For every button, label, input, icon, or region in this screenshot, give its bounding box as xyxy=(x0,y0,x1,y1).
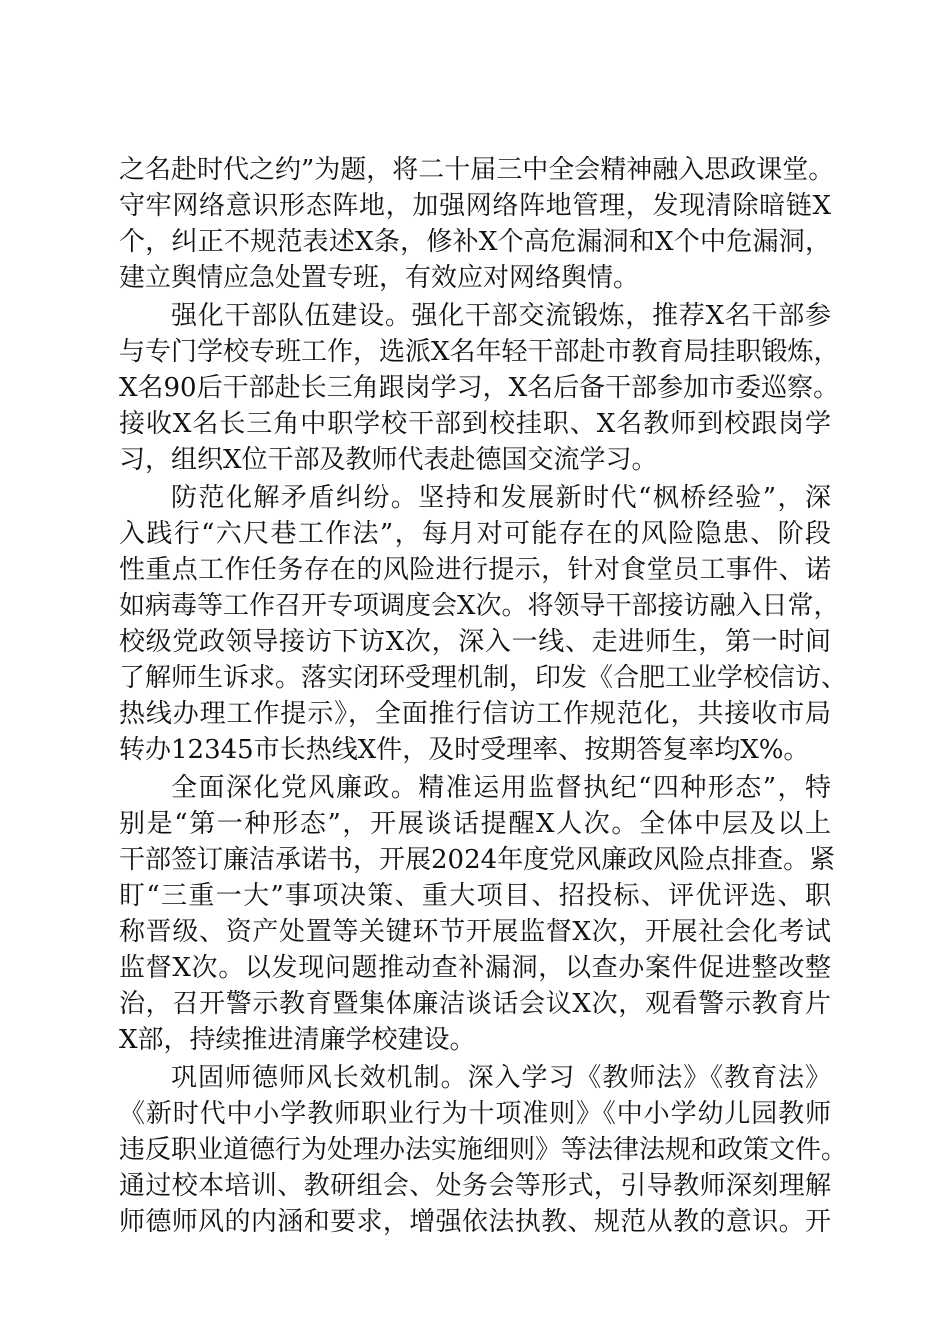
paragraph-heading-line: 全面深化党风廉政。精准运用监督执纪“四种形态”，特 xyxy=(171,773,831,803)
text-line: 称晋级、资产处置等关键环节开展监督X次，开展社会化考试 xyxy=(119,917,831,947)
text-line: 通过校本培训、教研组会、处务会等形式，引导教师深刻理解 xyxy=(119,1171,831,1201)
text-line: 监督X次。以发现问题推动查补漏洞，以查办案件促进整改整 xyxy=(119,953,831,983)
paragraph-heading-line: 防范化解矛盾纠纷。坚持和发展新时代“枫桥经验”，深 xyxy=(171,483,831,513)
text-line: 转办12345市长热线X件，及时受理率、按期答复率均X%。 xyxy=(119,735,810,765)
text-line: 之名赴时代之约”为题，将二十届三中全会精神融入思政课堂。 xyxy=(119,155,835,185)
paragraph-heading-line: 强化干部队伍建设。强化干部交流锻炼，推荐X名干部参 xyxy=(171,301,831,331)
text-line: 违反职业道德行为处理办法实施细则》等法律法规和政策文件。 xyxy=(119,1135,848,1165)
text-line: 师德师风的内涵和要求，增强依法执教、规范从教的意识。开 xyxy=(119,1207,831,1237)
text-line: 别是“第一种形态”，开展谈话提醒X人次。全体中层及以上 xyxy=(119,809,831,839)
text-line: X名90后干部赴长三角跟岗学习，X名后备干部参加市委巡察。 xyxy=(119,373,840,403)
paragraph-heading-line: 巩固师德师风长效机制。深入学习《教师法》《教育法》 xyxy=(171,1063,831,1093)
text-line: 了解师生诉求。落实闭环受理机制，印发《合肥工业学校信访、 xyxy=(119,663,848,693)
text-line: 盯“三重一大”事项决策、重大项目、招投标、评优评选、职 xyxy=(119,881,831,911)
text-line: 干部签订廉洁承诺书，开展2024年度党风廉政风险点排查。紧 xyxy=(119,845,836,875)
text-line: X部，持续推进清廉学校建设。 xyxy=(119,1025,476,1055)
text-line: 入践行“六尺巷工作法”，每月对可能存在的风险隐患、阶段 xyxy=(119,519,831,549)
text-line: 接收X名长三角中职学校干部到校挂职、X名教师到校跟岗学 xyxy=(119,409,831,439)
text-line: 如病毒等工作召开专项调度会X次。将领导干部接访融入日常， xyxy=(119,591,840,621)
text-line: 习，组织X位干部及教师代表赴德国交流学习。 xyxy=(119,445,658,475)
text-line: 《新时代中小学教师职业行为十项准则》《中小学幼儿园教师 xyxy=(119,1099,831,1129)
text-line: 个，纠正不规范表述X条，修补X个高危漏洞和X个中危漏洞， xyxy=(119,227,831,257)
text-line: 性重点工作任务存在的风险进行提示，针对食堂员工事件、诺 xyxy=(119,555,831,585)
text-line: 建立舆情应急处置专班，有效应对网络舆情。 xyxy=(119,263,640,293)
text-line: 校级党政领导接访下访X次，深入一线、走进师生，第一时间 xyxy=(119,627,831,657)
text-line: 守牢网络意识形态阵地，加强网络阵地管理，发现清除暗链X xyxy=(119,191,831,221)
text-line: 与专门学校专班工作，选派X名年轻干部赴市教育局挂职锻炼， xyxy=(119,337,840,367)
text-line: 治，召开警示教育暨集体廉洁谈话会议X次，观看警示教育片 xyxy=(119,989,831,1019)
text-line: 热线办理工作提示》，全面推行信访工作规范化，共接收市局 xyxy=(119,699,831,729)
